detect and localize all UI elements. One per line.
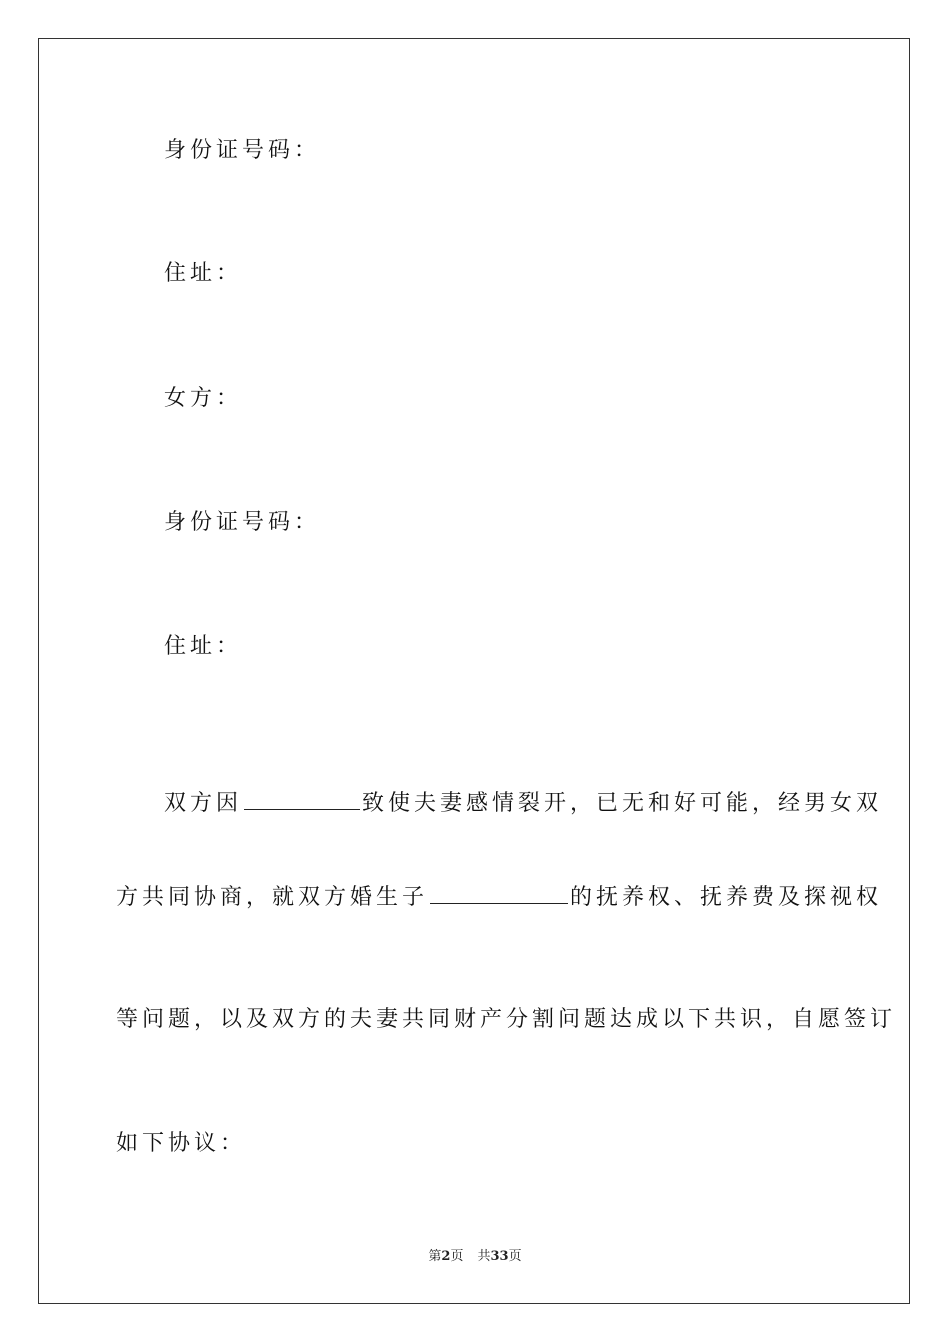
total-prefix: 共 (477, 1249, 491, 1264)
paragraph-line-1 (164, 787, 882, 819)
page-footer (0, 1248, 950, 1266)
blank-reason (244, 787, 360, 810)
female-party-label: 女方： (164, 386, 243, 411)
id-number-label-2: 身份证号码： (164, 510, 321, 535)
page-border (38, 38, 910, 1304)
paragraph-line-1-start: 双方因 (164, 791, 243, 816)
paragraph-line-2 (116, 881, 882, 913)
paragraph-line-4: 如下协议： (116, 1131, 247, 1156)
paragraph-line-3: 等问题，以及双方的夫妻共同财产分割问题达成以下共识，自愿签订 (116, 1007, 897, 1032)
paragraph-line-1-end: 致使夫妻感情裂开，已无和好可能，经男女双 (362, 791, 883, 816)
address-label-1: 住址： (164, 261, 243, 286)
id-number-label-1: 身份证号码： (164, 138, 321, 163)
address-label-2: 住址： (164, 634, 243, 659)
blank-child-name (430, 881, 568, 904)
total-page-count: 33 (490, 1249, 509, 1264)
paragraph-line-2-end: 的抚养权、抚养费及探视权 (570, 885, 883, 910)
paragraph-line-2-start: 方共同协商，就双方婚生子 (116, 885, 429, 910)
page-prefix: 第 (428, 1249, 442, 1264)
total-suffix: 页 (508, 1249, 522, 1264)
current-page-number: 2 (441, 1249, 451, 1264)
page-suffix: 页 (450, 1249, 464, 1264)
